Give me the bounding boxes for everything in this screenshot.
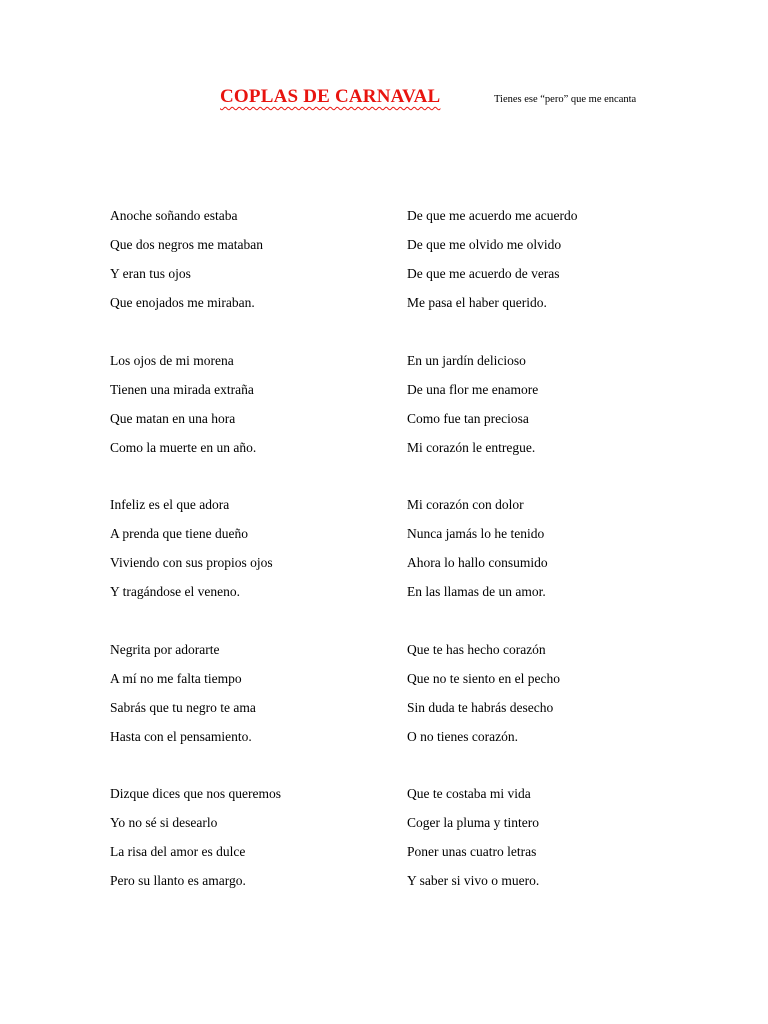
verse-line: Dizque dices que nos queremos: [110, 786, 281, 801]
verse-line: Yo no sé si desearlo: [110, 815, 218, 830]
verse-line: Hasta con el pensamiento.: [110, 728, 252, 744]
verse-line: Y saber si vivo o muero.: [407, 873, 540, 888]
verse-line: De que me acuerdo de veras: [407, 266, 560, 281]
verse-line: Ahora lo hallo consumido: [407, 555, 548, 570]
stanza: [407, 635, 707, 751]
verse-line: Que no te siento en el pecho: [407, 670, 560, 686]
verse-line: Me pasa el haber querido.: [407, 295, 547, 310]
verse-line: O no tienes corazón.: [407, 728, 518, 744]
stanza: [407, 490, 707, 606]
verse-line: La risa del amor es dulce: [110, 844, 246, 859]
left-column: [110, 201, 410, 924]
verse-line: Que matan en una hora: [110, 410, 236, 426]
verse-line: Viviendo con sus propios ojos: [110, 555, 273, 570]
verse-line: Como la muerte en un año.: [110, 439, 257, 455]
verse-line: De que me olvido me olvido: [407, 237, 562, 252]
verse-line: A prenda que tiene dueño: [110, 526, 248, 541]
right-column: [407, 201, 707, 924]
verse-line: En las llamas de un amor.: [407, 584, 546, 599]
stanza: [110, 635, 410, 751]
verse-line: Negrita por adorarte: [110, 641, 220, 657]
verse-line: Mi corazón le entregue.: [407, 439, 536, 455]
stanza: [407, 779, 707, 895]
verse-line: En un jardín delicioso: [407, 352, 526, 368]
verse-line: De una flor me enamore: [407, 381, 539, 397]
verse-line: Que te costaba mi vida: [407, 786, 531, 801]
verse-line: Tienen una mirada extraña: [110, 381, 254, 397]
stanza: [110, 346, 410, 462]
verse-line: Pero su llanto es amargo.: [110, 873, 246, 888]
verse-line: Los ojos de mi morena: [110, 352, 234, 368]
verse-line: Que enojados me miraban.: [110, 295, 255, 310]
verse-line: Mi corazón con dolor: [407, 497, 524, 512]
verse-line: Y tragándose el veneno.: [110, 584, 240, 599]
verse-line: Infeliz es el que adora: [110, 497, 230, 512]
verse-line: Nunca jamás lo he tenido: [407, 526, 545, 541]
stanza: [407, 346, 707, 462]
stanza: [110, 490, 410, 606]
verse-line: Coger la pluma y tintero: [407, 815, 539, 830]
verse-line: Que te has hecho corazón: [407, 641, 546, 657]
verse-line: De que me acuerdo me acuerdo: [407, 208, 578, 223]
stanza: [407, 201, 707, 317]
verse-line: Que dos negros me mataban: [110, 237, 263, 252]
verse-line: A mí no me falta tiempo: [110, 670, 242, 686]
page-title: COPLAS DE CARNAVAL: [220, 86, 441, 107]
verse-line: Anoche soñando estaba: [110, 208, 238, 223]
page-subtitle: Tienes ese “pero” que me encanta: [494, 94, 637, 105]
verse-line: Sin duda te habrás desecho: [407, 699, 554, 715]
verse-line: Y eran tus ojos: [110, 266, 191, 281]
verse-line: Como fue tan preciosa: [407, 410, 529, 426]
verse-line: Poner unas cuatro letras: [407, 844, 537, 859]
stanza: [110, 779, 410, 895]
stanza: [110, 201, 410, 317]
verse-line: Sabrás que tu negro te ama: [110, 699, 256, 715]
